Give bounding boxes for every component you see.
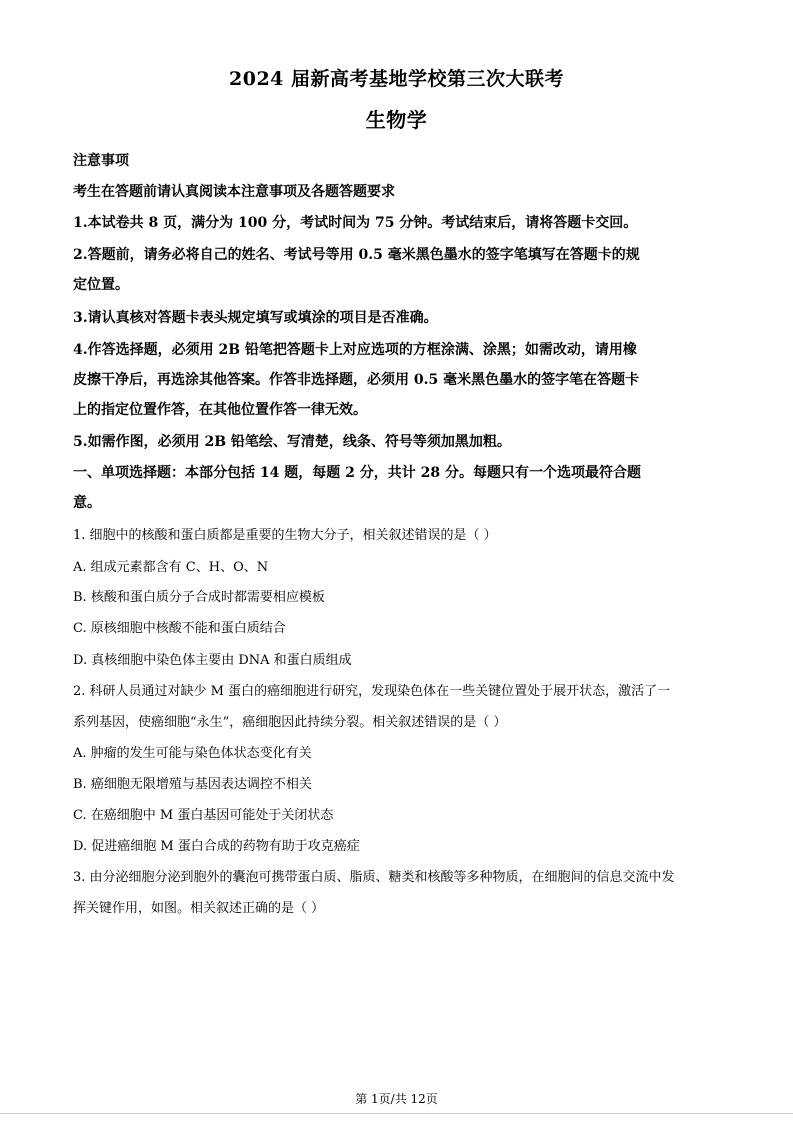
notice-item-1: 1.本试卷共 8 页，满分为 100 分，考试时间为 75 分钟。考试结束后，请将答题卡交回。 xyxy=(73,215,638,231)
notice-item-4-line-1: 4.作答选择题，必须用 2B 铅笔把答题卡上对应选项的方框涂满、涂黑；如需改动，请用橡 xyxy=(73,342,637,358)
notice-item-3: 3.请认真核对答题卡表头规定填写或填涂的项目是否准确。 xyxy=(73,310,438,326)
question-2-stem-line-2: 系列基因，使癌细胞“永生”，癌细胞因此持续分裂。相关叙述错误的是（ ） xyxy=(73,715,507,730)
exam-title: 2024 届新高考基地学校第三次大联考 xyxy=(229,68,564,90)
question-1-stem: 1. 细胞中的核酸和蛋白质都是重要的生物大分子，相关叙述错误的是（ ） xyxy=(73,528,497,543)
notice-item-2-line-1: 2.答题前，请务必将自己的姓名、考试号等用 0.5 毫米黑色墨水的签字笔填写在答题卡的规 xyxy=(73,247,640,263)
question-2-option-d: D. 促进癌细胞 M 蛋白合成的药物有助于攻克癌症 xyxy=(73,839,360,854)
question-2-option-c: C. 在癌细胞中 M 蛋白基因可能处于关闭状态 xyxy=(73,808,334,823)
notices-heading: 注意事项 xyxy=(73,153,129,169)
section-heading-line-1: 一、单项选择题：本部分包括 14 题，每题 2 分，共计 28 分。每题只有一个选项最符合题 xyxy=(73,465,641,481)
question-3-stem-line-2: 挥关键作用，如图。相关叙述正确的是（ ） xyxy=(73,901,325,916)
notice-item-5: 5.如需作图，必须用 2B 铅笔绘、写清楚，线条、符号等须加黑加粗。 xyxy=(73,434,511,450)
question-2-option-b: B. 癌细胞无限增殖与基因表达调控不相关 xyxy=(73,777,312,792)
notice-item-2-line-2: 定位置。 xyxy=(73,277,129,293)
subject-title: 生物学 xyxy=(365,108,428,132)
page-number: 第 1页/共 12页 xyxy=(355,1092,438,1106)
notice-item-4-line-3: 上的指定位置作答，在其他位置作答一律无效。 xyxy=(73,402,367,418)
question-3-stem-line-1: 3. 由分泌细胞分泌到胞外的囊泡可携带蛋白质、脂质、糖类和核酸等多种物质，在细胞间的信息交流中发 xyxy=(73,870,675,885)
question-1-option-a: A. 组成元素都含有 C、H、O、N xyxy=(73,560,269,575)
question-1-option-d: D. 真核细胞中染色体主要由 DNA 和蛋白质组成 xyxy=(73,653,352,668)
question-2-stem-line-1: 2. 科研人员通过对缺少 M 蛋白的癌细胞进行研究，发现染色体在一些关键位置处于展开状态，激活了一 xyxy=(73,684,671,699)
section-heading-line-2: 意。 xyxy=(73,495,101,511)
notice-item-4-line-2: 皮擦干净后，再选涂其他答案。作答非选择题，必须用 0.5 毫米黑色墨水的签字笔在答题卡 xyxy=(73,372,640,388)
footer-divider xyxy=(0,1113,793,1114)
question-1-option-b: B. 核酸和蛋白质分子合成时都需要相应模板 xyxy=(73,590,325,605)
notices-intro: 考生在答题前请认真阅读本注意事项及各题答题要求 xyxy=(73,184,395,200)
question-2-option-a: A. 肿瘤的发生可能与染色体状态变化有关 xyxy=(73,746,312,761)
question-1-option-c: C. 原核细胞中核酸不能和蛋白质结合 xyxy=(73,621,286,636)
